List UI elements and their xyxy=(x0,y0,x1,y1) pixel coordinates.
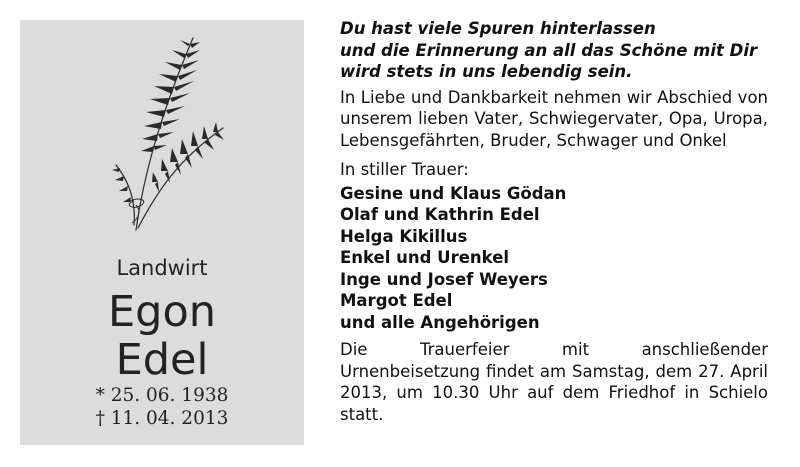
mourner-item: Helga Kikillus xyxy=(340,226,468,246)
deceased-panel xyxy=(20,20,304,445)
mourner-item: Enkel und Urenkel xyxy=(340,248,510,267)
motto-line: Du hast viele Spuren hinterlassen xyxy=(340,19,656,38)
mourners-list xyxy=(340,183,768,334)
mourner-item: und alle Angehörigen xyxy=(340,312,540,332)
funeral-service-info: Die Trauerfeier mit anschließender Urnenbeisetzung findet am Samstag, dem 27. April 2013, um 10.30 Uhr auf dem Friedhof in Schielo statt. xyxy=(340,340,768,424)
memorial-motto xyxy=(340,18,768,83)
occupation-label: Landwirt xyxy=(116,256,208,280)
mourner-item: Inge und Josef Weyers xyxy=(340,269,548,289)
mourning-heading: In stiller Trauer: xyxy=(340,160,469,179)
mourner-item: Margot Edel xyxy=(340,291,453,310)
mourner-item: Gesine und Klaus Gödan xyxy=(340,183,567,203)
motto-line: wird stets in uns lebendig sein. xyxy=(340,62,633,81)
death-date: † 11. 04. 2013 xyxy=(95,408,229,429)
mourner-item: Olaf und Kathrin Edel xyxy=(340,205,540,224)
first-name: Egon xyxy=(107,287,217,337)
farewell-paragraph: In Liebe und Dankbarkeit nehmen wir Abschied von unserem lieben Vater, Schwiegervater, Opa, Uropa, Lebensgefährten, Bruder, Schwager und Onkel xyxy=(340,87,768,150)
last-name: Edel xyxy=(115,335,209,385)
fern-sprig-icon xyxy=(98,30,238,240)
notice-text-column xyxy=(340,18,768,425)
birth-date: * 25. 06. 1938 xyxy=(95,385,229,406)
motto-line: und die Erinnerung an all das Schöne mit Dir xyxy=(340,40,758,60)
